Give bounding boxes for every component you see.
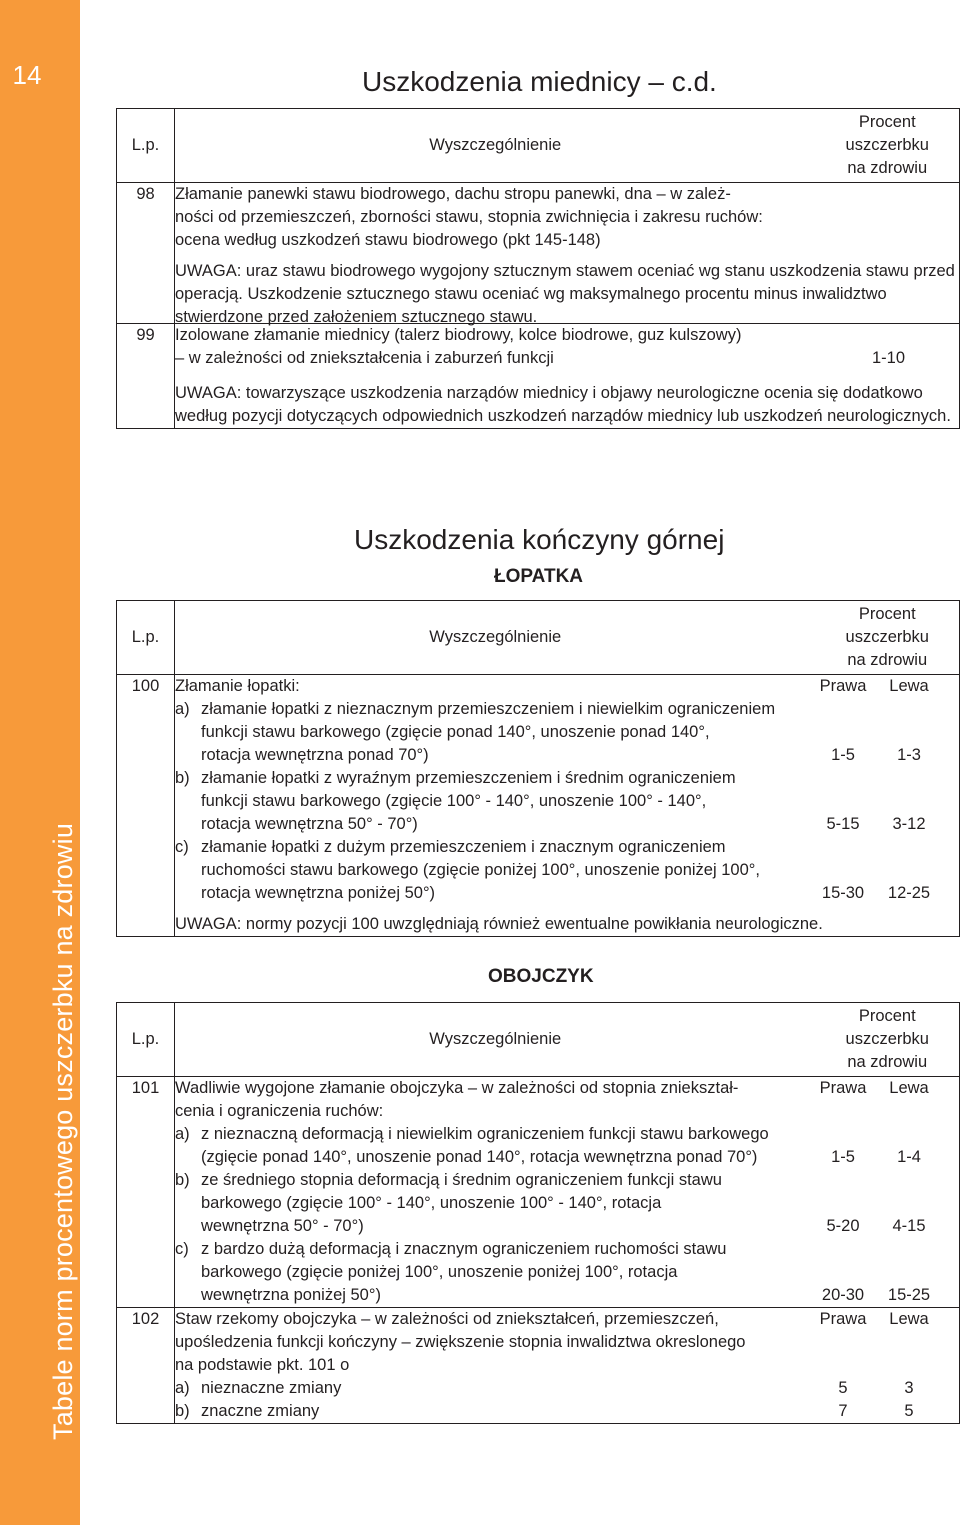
row-101-c-line-1 [175, 1238, 945, 1261]
row-101-intro-2: cenia i ograniczenia ruchów: [175, 1102, 384, 1120]
header-pct-2: uszczerbku [845, 628, 929, 646]
section-title-pelvis: Uszkodzenia miednicy – c.d. [362, 66, 717, 97]
row-102-a-text: nieznaczne zmiany [201, 1379, 342, 1397]
row-101-b-right: 5-20 [826, 1217, 860, 1235]
lp-100: 100 [117, 675, 175, 937]
row-101-intro-1 [175, 1077, 945, 1100]
col-right-label: Prawa [819, 1079, 867, 1097]
subtitle-clavicle: OBOJCZYK [488, 966, 594, 987]
col-left-label: Lewa [889, 1079, 929, 1097]
row-100-c-line-3 [175, 882, 945, 905]
row-102-b-right: 7 [838, 1402, 848, 1420]
row-100-a-text-1: złamanie łopatki z nieznacznym przemieszczeniem i niewielkim ograniczeniem [201, 700, 776, 718]
row-100-b-line-3 [175, 813, 945, 836]
row-98-line-2: ności od przemieszczeń, zborności stawu, stopnia zwichnięcia i zakresu ruchów: [175, 208, 763, 226]
row-100-b-line-1 [175, 767, 945, 790]
row-99-line-2-text: – w zależności od zniekształcenia i zaburzeń funkcji [175, 349, 554, 367]
header-desc: Wyszczególnienie [175, 1003, 816, 1077]
header-desc: Wyszczególnienie [175, 601, 816, 675]
lp-99: 99 [117, 324, 175, 429]
table-row-99 [117, 324, 960, 429]
row-102-line-3: na podstawie pkt. 101 o [175, 1356, 350, 1374]
header-desc: Wyszczególnienie [175, 109, 816, 183]
row-102-a [175, 1377, 945, 1400]
row-101-b-line-1 [175, 1169, 945, 1192]
row-100-note: UWAGA: normy pozycji 100 uwzględniają również ewentualne powikłania neurologiczne. [175, 915, 823, 933]
row-102-b-text: znaczne zmiany [201, 1402, 320, 1420]
lp-98: 98 [117, 183, 175, 324]
sidebar-title: Tabele norm procentowego uszczerbku na zdrowiu [48, 822, 78, 1440]
row-100-b-right: 5-15 [826, 815, 860, 833]
header-pct-3: na zdrowiu [847, 651, 928, 669]
row-102-b-left: 5 [904, 1402, 914, 1420]
row-101-a-right: 1-5 [831, 1148, 855, 1166]
header-pct [816, 601, 960, 675]
lp-101: 101 [117, 1077, 175, 1308]
row-100-c-right: 15-30 [821, 884, 865, 902]
row-100-a-right: 1-5 [831, 746, 855, 764]
row-101-b-text-1: ze średniego stopnia deformacją i średnim ograniczeniem funkcji stawu [201, 1171, 722, 1189]
row-100-c-left: 12-25 [887, 884, 931, 902]
row-100-c-text-1: złamanie łopatki z dużym przemieszczeniem i znacznym ograniczeniem [201, 838, 726, 856]
row-98-line-3: ocena według uszkodzeń stawu biodrowego (pkt 145-148) [175, 231, 601, 249]
header-lp: L.p. [117, 1003, 175, 1077]
row-102-a-left: 3 [904, 1379, 914, 1397]
row-100-intro [175, 675, 945, 698]
lp-102: 102 [117, 1308, 175, 1424]
header-pct [816, 109, 960, 183]
table-row-101 [117, 1077, 960, 1308]
subtitle-scapula: ŁOPATKA [494, 566, 584, 587]
row-102-body [175, 1308, 960, 1424]
row-102-a-right: 5 [838, 1379, 848, 1397]
row-100-a-line-2: funkcji stawu barkowego (zgięcie ponad 140°, unoszenie ponad 140°, [201, 723, 710, 741]
pelvis-table [116, 108, 960, 429]
row-101-a-line-1 [175, 1123, 945, 1146]
header-pct-1: Procent [858, 113, 916, 131]
row-99-body [175, 324, 960, 429]
row-101-c-right: 20-30 [821, 1286, 865, 1304]
row-100-body [175, 675, 960, 937]
table-row-100 [117, 675, 960, 937]
section-title-upper-limb: Uszkodzenia kończyny górnej [354, 524, 725, 555]
row-100-b-left: 3-12 [892, 815, 926, 833]
page-number: 14 [12, 60, 42, 90]
row-101-b-text-3: wewnętrzna 50° - 70°) [201, 1217, 364, 1235]
table-row-102 [117, 1308, 960, 1424]
row-101-c-text-1: z bardzo dużą deformacją i znacznym ograniczeniem ruchomości stawu [201, 1240, 727, 1258]
header-pct-2: uszczerbku [845, 136, 929, 154]
marker-a: a) [175, 1125, 190, 1143]
row-102-line-2: upośledzenia funkcji kończyny – zwiększenie stopnia inwalidztwa okreslonego [175, 1333, 746, 1351]
row-101-a-text-1: z nieznaczną deformacją i niewielkim ograniczeniem funkcji stawu barkowego [201, 1125, 769, 1143]
row-100-intro-text: Złamanie łopatki: [175, 677, 300, 695]
marker-c: c) [175, 838, 189, 856]
row-101-c-left: 15-25 [887, 1286, 931, 1304]
col-left-label: Lewa [889, 1310, 929, 1328]
row-102-text-1: Staw rzekomy obojczyka – w zależności od zniekształceń, przemieszczeń, [175, 1310, 719, 1328]
row-100-a-line-1 [175, 698, 945, 721]
scapula-table [116, 600, 960, 937]
marker-b: b) [175, 1171, 190, 1189]
row-98-line-1: Złamanie panewki stawu biodrowego, dachu stropu panewki, dna – w zależ- [175, 185, 731, 203]
marker-a: a) [175, 1379, 190, 1397]
row-100-b-line-2: funkcji stawu barkowego (zgięcie 100° - 140°, unoszenie 100° - 140°, [201, 792, 707, 810]
col-right-label: Prawa [819, 1310, 867, 1328]
row-101-intro-text-1: Wadliwie wygojone złamanie obojczyka – w zależności od stopnia zniekształ- [175, 1079, 739, 1097]
header-pct-1: Procent [858, 605, 916, 623]
marker-b: b) [175, 769, 190, 787]
row-101-a-line-2 [175, 1146, 945, 1169]
row-100-a-text-3: rotacja wewnętrzna ponad 70°) [201, 746, 429, 764]
row-101-b-line-3 [175, 1215, 945, 1238]
marker-c: c) [175, 1240, 189, 1258]
header-lp: L.p. [117, 601, 175, 675]
header-lp: L.p. [117, 109, 175, 183]
table-row-98 [117, 183, 960, 324]
row-99-line-1: Izolowane złamanie miednicy (talerz biodrowy, kolce biodrowe, guz kulszowy) [175, 326, 742, 344]
row-101-body [175, 1077, 960, 1308]
table-header [117, 109, 960, 183]
row-100-c-line-1 [175, 836, 945, 859]
row-101-c-line-2: barkowego (zgięcie poniżej 100°, unoszenie poniżej 100°, rotacja [201, 1263, 678, 1281]
row-100-c-line-2: ruchomości stawu barkowego (zgięcie poniżej 100°, unoszenie poniżej 100°, [201, 861, 760, 879]
row-102-line-1 [175, 1308, 945, 1331]
sidebar [0, 0, 80, 1525]
header-pct-1: Procent [858, 1007, 916, 1025]
header-pct [816, 1003, 960, 1077]
row-100-c-text-3: rotacja wewnętrzna poniżej 50°) [201, 884, 436, 902]
table-header [117, 601, 960, 675]
clavicle-table [116, 1002, 960, 1424]
row-98-note: UWAGA: uraz stawu biodrowego wygojony sztucznym stawem oceniać wg stanu uszkodzenia stawu przed operacją. Uszkodzenie sztucznego stawu oceniać wg maksymalnego procentu minus inwalidztwo stwierdzone przed założeniem sztucznego stawu. [175, 262, 955, 326]
row-100-a-left: 1-3 [897, 746, 921, 764]
col-left-label: Lewa [889, 677, 929, 695]
col-right-label: Prawa [819, 677, 867, 695]
row-100-a-line-3 [175, 744, 945, 767]
row-101-c-line-3 [175, 1284, 945, 1307]
row-99-line-2 [175, 347, 959, 370]
row-101-b-line-2: barkowego (zgięcie 100° - 140°, unoszenie 100° - 140°, rotacja [201, 1194, 662, 1212]
row-102-b [175, 1400, 945, 1423]
row-101-b-left: 4-15 [892, 1217, 926, 1235]
header-pct-3: na zdrowiu [847, 159, 928, 177]
row-101-c-text-3: wewnętrzna poniżej 50°) [201, 1286, 381, 1304]
marker-b: b) [175, 1402, 190, 1420]
table-header [117, 1003, 960, 1077]
row-101-a-left: 1-4 [897, 1148, 921, 1166]
row-98-body [175, 183, 960, 324]
row-100-b-text-3: rotacja wewnętrzna 50° - 70°) [201, 815, 418, 833]
marker-a: a) [175, 700, 190, 718]
header-pct-2: uszczerbku [845, 1030, 929, 1048]
row-100-b-text-1: złamanie łopatki z wyraźnym przemieszczeniem i średnim ograniczeniem [201, 769, 736, 787]
row-101-a-text-2: (zgięcie ponad 140°, unoszenie ponad 140°, rotacja wewnętrzna ponad 70°) [201, 1148, 758, 1166]
row-99-value: 1-10 [871, 349, 905, 367]
row-99-note: UWAGA: towarzyszące uszkodzenia narządów miednicy i objawy neurologiczne ocenia się dodatkowo według pozycji dotyczących odpowiednich uszkodzeń narządów miednicy lub uszkodzeń neurologicznych. [175, 384, 951, 425]
header-pct-3: na zdrowiu [847, 1053, 928, 1071]
